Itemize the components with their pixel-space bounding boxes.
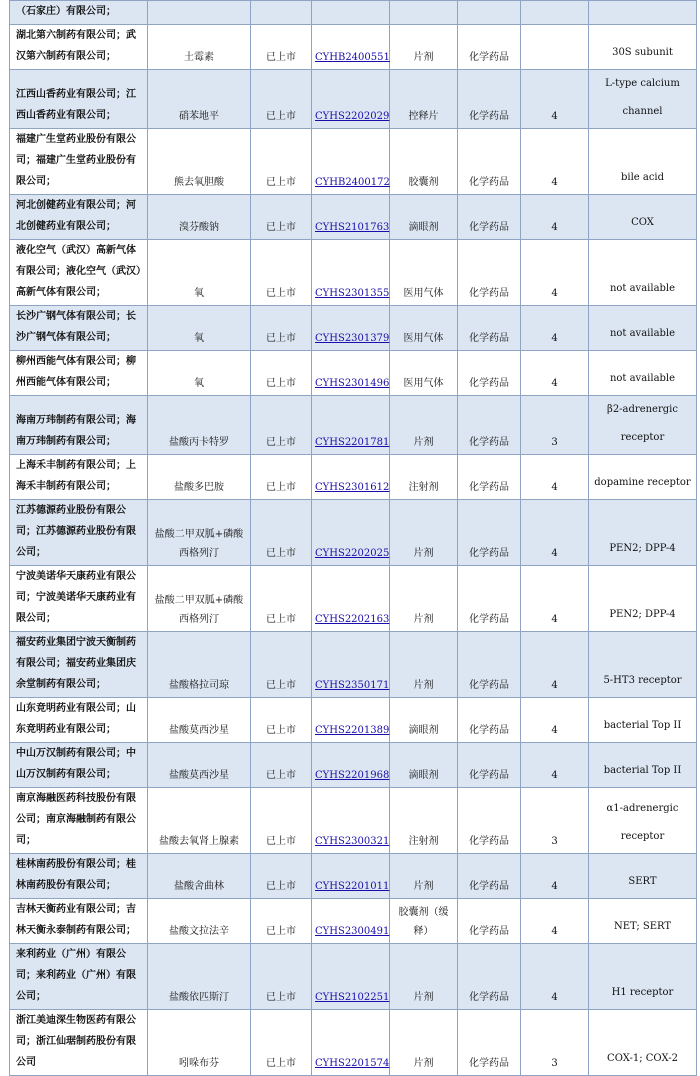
status-cell: 已上市: [251, 899, 312, 944]
drug-type-cell: 化学药品: [458, 566, 521, 632]
drug-name-cell: 氧: [148, 240, 251, 306]
class-cell: 4: [521, 129, 589, 195]
table-row: [10, 306, 697, 351]
drug-type-cell: 化学药品: [458, 396, 521, 455]
status-cell: 已上市: [251, 129, 312, 195]
code-link[interactable]: CYHS2201389: [315, 725, 390, 736]
drug-name-cell: 氧: [148, 306, 251, 351]
target-cell: dopamine receptor: [589, 455, 697, 500]
class-cell: 3: [521, 788, 589, 854]
dosage-form-cell: 注射剂: [390, 788, 458, 854]
target-cell: bacterial Top II: [589, 743, 697, 788]
drug-type-cell: 化学药品: [458, 70, 521, 129]
table-row: [10, 1010, 697, 1076]
dosage-form-cell: 片剂: [390, 944, 458, 1010]
dosage-form-cell: 片剂: [390, 500, 458, 566]
drug-type-cell: 化学药品: [458, 240, 521, 306]
drug-name-cell: 盐酸格拉司琼: [148, 632, 251, 698]
company-cell: 中山万汉制药有限公司；中山万汉制药有限公司；: [10, 743, 148, 788]
code-cell: [312, 899, 390, 944]
status-cell: 已上市: [251, 195, 312, 240]
drug-name-cell: 盐酸文拉法辛: [148, 899, 251, 944]
company-cell: 河北创健药业有限公司；河北创健药业有限公司；: [10, 195, 148, 240]
target-cell: 5-HT3 receptor: [589, 632, 697, 698]
company-cell: 南京海融医药科技股份有限公司；南京海融制药有限公司；: [10, 788, 148, 854]
drug-type-cell: 化学药品: [458, 306, 521, 351]
code-link[interactable]: CYHS2301496: [315, 378, 390, 389]
table-row: [10, 743, 697, 788]
table-row: [10, 899, 697, 944]
code-link[interactable]: CYHS2202029: [315, 111, 390, 122]
status-cell: 已上市: [251, 396, 312, 455]
code-cell: [312, 25, 390, 70]
table-row: [10, 70, 697, 129]
code-cell: [312, 129, 390, 195]
dosage-form-cell: 滴眼剂: [390, 743, 458, 788]
dosage-form-cell: 注射剂: [390, 455, 458, 500]
dosage-form-cell: 片剂: [390, 25, 458, 70]
code-cell: [312, 195, 390, 240]
company-cell: 上海禾丰制药有限公司；上海禾丰制药有限公司；: [10, 455, 148, 500]
status-cell: 已上市: [251, 566, 312, 632]
code-cell: [312, 500, 390, 566]
class-cell: 4: [521, 240, 589, 306]
target-cell: SERT: [589, 854, 697, 899]
drug-type-cell: 化学药品: [458, 698, 521, 743]
company-cell: 山东竞明药业有限公司；山东竞明药业有限公司；: [10, 698, 148, 743]
drug-type-cell: 化学药品: [458, 854, 521, 899]
status-cell: 已上市: [251, 944, 312, 1010]
company-cell: 江苏德源药业股份有限公司；江苏德源药业股份有限公司；: [10, 500, 148, 566]
code-link[interactable]: CYHS2201968: [315, 770, 390, 781]
code-link[interactable]: CYHS2301612: [315, 482, 390, 493]
status-cell: 已上市: [251, 743, 312, 788]
status-cell: 已上市: [251, 788, 312, 854]
company-cell: 福建广生堂药业股份有限公司；福建广生堂药业股份有限公司；: [10, 129, 148, 195]
class-cell: 4: [521, 899, 589, 944]
table-row: [10, 240, 697, 306]
code-link[interactable]: CYHS2101763: [315, 222, 390, 233]
dosage-form-cell: 医用气体: [390, 306, 458, 351]
class-cell: 4: [521, 743, 589, 788]
code-cell: [312, 351, 390, 396]
drug-type-cell: 化学药品: [458, 25, 521, 70]
drug-type-cell: 化学药品: [458, 899, 521, 944]
class-cell: 4: [521, 854, 589, 899]
dosage-form-cell: 片剂: [390, 396, 458, 455]
company-cell: 浙江美迪深生物医药有限公司；浙江仙琚制药股份有限公司: [10, 1010, 148, 1076]
status-cell: 已上市: [251, 306, 312, 351]
target-cell: L-type calcium channel: [589, 70, 697, 129]
drug-name-cell: 盐酸丙卡特罗: [148, 396, 251, 455]
table-row: [10, 944, 697, 1010]
target-cell: PEN2; DPP-4: [589, 500, 697, 566]
code-cell: [312, 632, 390, 698]
drug-name-cell: 盐酸莫西沙星: [148, 698, 251, 743]
target-cell: bacterial Top II: [589, 698, 697, 743]
target-cell: PEN2; DPP-4: [589, 566, 697, 632]
drug-type-cell: 化学药品: [458, 944, 521, 1010]
status-cell: 已上市: [251, 698, 312, 743]
class-cell: 4: [521, 351, 589, 396]
target-cell: 30S subunit: [589, 25, 697, 70]
drug-name-cell: 盐酸舍曲林: [148, 854, 251, 899]
drug-type-cell: 化学药品: [458, 351, 521, 396]
table-row: [10, 788, 697, 854]
drug-name-cell: 溴芬酸钠: [148, 195, 251, 240]
table-row: [10, 854, 697, 899]
status-cell: 已上市: [251, 455, 312, 500]
status-cell: 已上市: [251, 500, 312, 566]
code-cell: [312, 788, 390, 854]
dosage-form-cell: 滴眼剂: [390, 195, 458, 240]
drug-name-cell: 盐酸多巴胺: [148, 455, 251, 500]
status-cell: 已上市: [251, 351, 312, 396]
company-cell: 柳州西能气体有限公司；柳州西能气体有限公司；: [10, 351, 148, 396]
company-cell: 海南万玮制药有限公司；海南万玮制药有限公司；: [10, 396, 148, 455]
drug-type-cell: 化学药品: [458, 129, 521, 195]
class-cell: 4: [521, 195, 589, 240]
target-cell: NET; SERT: [589, 899, 697, 944]
drug-name-cell: 熊去氧胆酸: [148, 129, 251, 195]
class-cell: 3: [521, 1010, 589, 1076]
class-cell: 3: [521, 396, 589, 455]
code-link[interactable]: CYHS2202025: [315, 548, 390, 559]
target-cell: COX: [589, 195, 697, 240]
code-link[interactable]: CYHS2350171: [315, 680, 390, 691]
company-cell: 福安药业集团宁波天衡制药有限公司；福安药业集团庆余堂制药有限公司；: [10, 632, 148, 698]
target-cell: not available: [589, 351, 697, 396]
code-link[interactable]: CYHB2400551: [315, 52, 390, 63]
code-link[interactable]: CYHS2201011: [315, 881, 390, 892]
code-cell: [312, 240, 390, 306]
dosage-form-cell: 滴眼剂: [390, 698, 458, 743]
class-cell: [521, 1, 589, 25]
status-cell: 已上市: [251, 854, 312, 899]
drug-approval-table: [9, 0, 697, 1076]
drug-name-cell: 氧: [148, 351, 251, 396]
drug-name-cell: 盐酸二甲双胍+磷酸西格列汀: [148, 566, 251, 632]
code-link[interactable]: CYHS2202163: [315, 614, 390, 625]
drug-name-cell: 硝苯地平: [148, 70, 251, 129]
status-cell: 已上市: [251, 632, 312, 698]
table-row: [10, 698, 697, 743]
code-link[interactable]: CYHS2300491: [315, 926, 390, 937]
drug-name-cell: 吲哚布芬: [148, 1010, 251, 1076]
drug-type-cell: 化学药品: [458, 743, 521, 788]
code-cell: [312, 944, 390, 1010]
code-link[interactable]: CYHS2102251: [315, 992, 390, 1003]
target-cell: [589, 1, 697, 25]
dosage-form-cell: 片剂: [390, 854, 458, 899]
status-cell: 已上市: [251, 240, 312, 306]
drug-name-cell: [148, 1, 251, 25]
code-cell: [312, 698, 390, 743]
drug-type-cell: 化学药品: [458, 195, 521, 240]
class-cell: 4: [521, 566, 589, 632]
company-cell: 湖北第六制药有限公司；武汉第六制药有限公司；: [10, 25, 148, 70]
status-cell: 已上市: [251, 1010, 312, 1076]
drug-type-cell: 化学药品: [458, 788, 521, 854]
class-cell: 4: [521, 455, 589, 500]
target-cell: bile acid: [589, 129, 697, 195]
drug-name-cell: 土霉素: [148, 25, 251, 70]
company-cell: 吉林天衡药业有限公司；吉林天衡永泰制药有限公司；: [10, 899, 148, 944]
code-cell: [312, 306, 390, 351]
class-cell: 4: [521, 698, 589, 743]
code-cell: [312, 396, 390, 455]
table-row: [10, 396, 697, 455]
dosage-form-cell: 医用气体: [390, 351, 458, 396]
company-cell: 液化空气（武汉）高新气体有限公司；液化空气（武汉）高新气体有限公司；: [10, 240, 148, 306]
target-cell: not available: [589, 240, 697, 306]
company-cell: 桂林南药股份有限公司；桂林南药股份有限公司；: [10, 854, 148, 899]
company-cell: 长沙广钢气体有限公司；长沙广钢气体有限公司；: [10, 306, 148, 351]
code-cell: [312, 1010, 390, 1076]
drug-name-cell: 盐酸二甲双胍+磷酸西格列汀: [148, 500, 251, 566]
code-cell: [312, 566, 390, 632]
class-cell: 4: [521, 306, 589, 351]
table-row: [10, 129, 697, 195]
drug-type-cell: 化学药品: [458, 455, 521, 500]
status-cell: [251, 1, 312, 25]
table-row: [10, 1, 697, 25]
drug-type-cell: 化学药品: [458, 632, 521, 698]
target-cell: β2-adrenergic receptor: [589, 396, 697, 455]
company-cell: （石家庄）有限公司；: [10, 1, 148, 25]
code-link[interactable]: CYHS2300321: [315, 836, 390, 847]
dosage-form-cell: 片剂: [390, 632, 458, 698]
dosage-form-cell: 控释片: [390, 70, 458, 129]
table-row: [10, 195, 697, 240]
company-cell: 江西山香药业有限公司；江西山香药业有限公司；: [10, 70, 148, 129]
class-cell: 4: [521, 500, 589, 566]
code-link[interactable]: CYHB2400172: [315, 177, 390, 188]
drug-name-cell: 盐酸莫西沙星: [148, 743, 251, 788]
class-cell: 4: [521, 70, 589, 129]
target-cell: COX-1; COX-2: [589, 1010, 697, 1076]
drug-type-cell: 化学药品: [458, 500, 521, 566]
drug-type-cell: [458, 1, 521, 25]
company-cell: 宁波美诺华天康药业有限公司；宁波美诺华天康药业有限公司；: [10, 566, 148, 632]
dosage-form-cell: 胶囊剂（缓释）: [390, 899, 458, 944]
code-link[interactable]: CYHS2201781: [315, 437, 390, 448]
code-cell: [312, 743, 390, 788]
table-row: [10, 500, 697, 566]
dosage-form-cell: 医用气体: [390, 240, 458, 306]
dosage-form-cell: 片剂: [390, 1010, 458, 1076]
drug-type-cell: 化学药品: [458, 1010, 521, 1076]
company-cell: 来利药业（广州）有限公司；来利药业（广州）有限公司；: [10, 944, 148, 1010]
table-row: [10, 455, 697, 500]
code-cell: [312, 70, 390, 129]
code-cell: [312, 854, 390, 899]
dosage-form-cell: 胶囊剂: [390, 129, 458, 195]
dosage-form-cell: 片剂: [390, 566, 458, 632]
code-cell: [312, 1, 390, 25]
code-link[interactable]: CYHS2201574: [315, 1058, 390, 1069]
status-cell: 已上市: [251, 70, 312, 129]
table-row: [10, 566, 697, 632]
code-cell: [312, 455, 390, 500]
target-cell: H1 receptor: [589, 944, 697, 1010]
drug-name-cell: 盐酸依匹斯汀: [148, 944, 251, 1010]
code-link[interactable]: CYHS2301379: [315, 333, 390, 344]
target-cell: α1-adrenergic receptor: [589, 788, 697, 854]
dosage-form-cell: [390, 1, 458, 25]
status-cell: 已上市: [251, 25, 312, 70]
table-row: [10, 632, 697, 698]
class-cell: 4: [521, 944, 589, 1010]
table-row: [10, 351, 697, 396]
class-cell: [521, 25, 589, 70]
target-cell: not available: [589, 306, 697, 351]
table-row: [10, 25, 697, 70]
drug-name-cell: 盐酸去氧肾上腺素: [148, 788, 251, 854]
class-cell: 4: [521, 632, 589, 698]
code-link[interactable]: CYHS2301355: [315, 288, 390, 299]
